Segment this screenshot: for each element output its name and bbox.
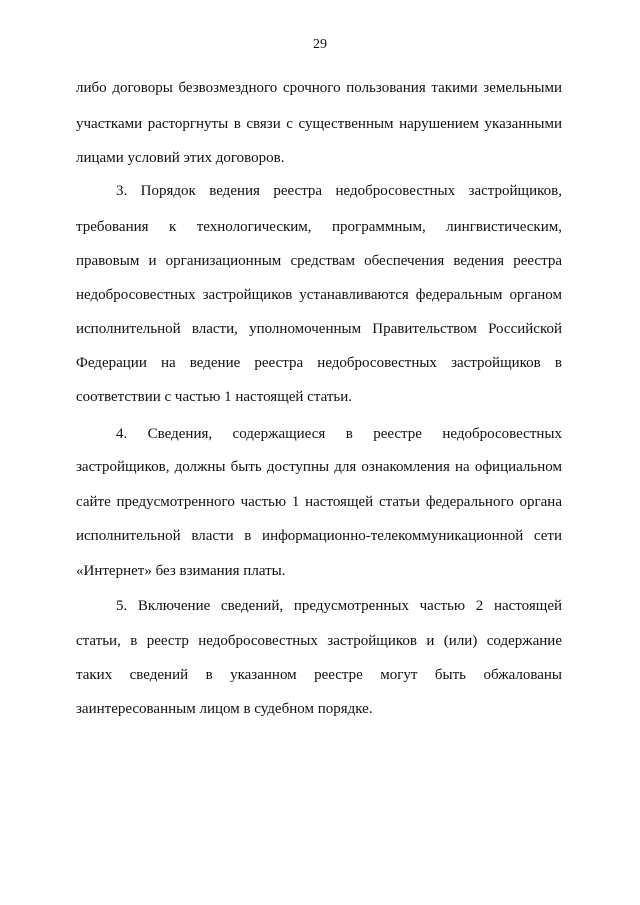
- paragraph-4-line-2: статьи, в реестр недобросовестных застройщиков и (или) содержание: [76, 633, 562, 649]
- paragraph-1-line-1: либо договоры безвозмездного срочного пользования такими земельными: [76, 80, 562, 96]
- page-number: 29: [313, 37, 327, 52]
- paragraph-2-line-1: 3. Порядок ведения реестра недобросовестных застройщиков,: [116, 183, 562, 199]
- paragraph-2-line-2: требования к технологическим, программным, лингвистическим,: [76, 219, 562, 235]
- paragraph-1-line-3: лицами условий этих договоров.: [76, 150, 285, 166]
- paragraph-2-line-6: Федерации на ведение реестра недобросовестных застройщиков в: [76, 355, 562, 371]
- paragraph-1-line-2: участками расторгнуты в связи с существенным нарушением указанными: [76, 116, 562, 132]
- paragraph-3-line-3: сайте предусмотренного частью 1 настоящей статьи федерального органа: [76, 494, 562, 510]
- paragraph-3-line-4: исполнительной власти в информационно-телекоммуникационной сети: [76, 528, 562, 544]
- paragraph-4-line-3: таких сведений в указанном реестре могут быть обжалованы: [76, 667, 562, 683]
- paragraph-2-line-3: правовым и организационным средствам обеспечения ведения реестра: [76, 253, 562, 269]
- paragraph-3-line-1: 4. Сведения, содержащиеся в реестре недобросовестных: [116, 426, 562, 442]
- paragraph-3-line-2: застройщиков, должны быть доступны для ознакомления на официальном: [76, 459, 562, 475]
- paragraph-3-line-5: «Интернет» без взимания платы.: [76, 563, 286, 579]
- paragraph-4-line-4: заинтересованным лицом в судебном порядке.: [76, 701, 373, 717]
- paragraph-4-line-1: 5. Включение сведений, предусмотренных частью 2 настоящей: [116, 598, 562, 614]
- paragraph-2-line-5: исполнительной власти, уполномоченным Правительством Российской: [76, 321, 562, 337]
- paragraph-2-line-7: соответствии с частью 1 настоящей статьи.: [76, 389, 353, 405]
- paragraph-2-line-4: недобросовестных застройщиков устанавливаются федеральным органом: [76, 287, 562, 303]
